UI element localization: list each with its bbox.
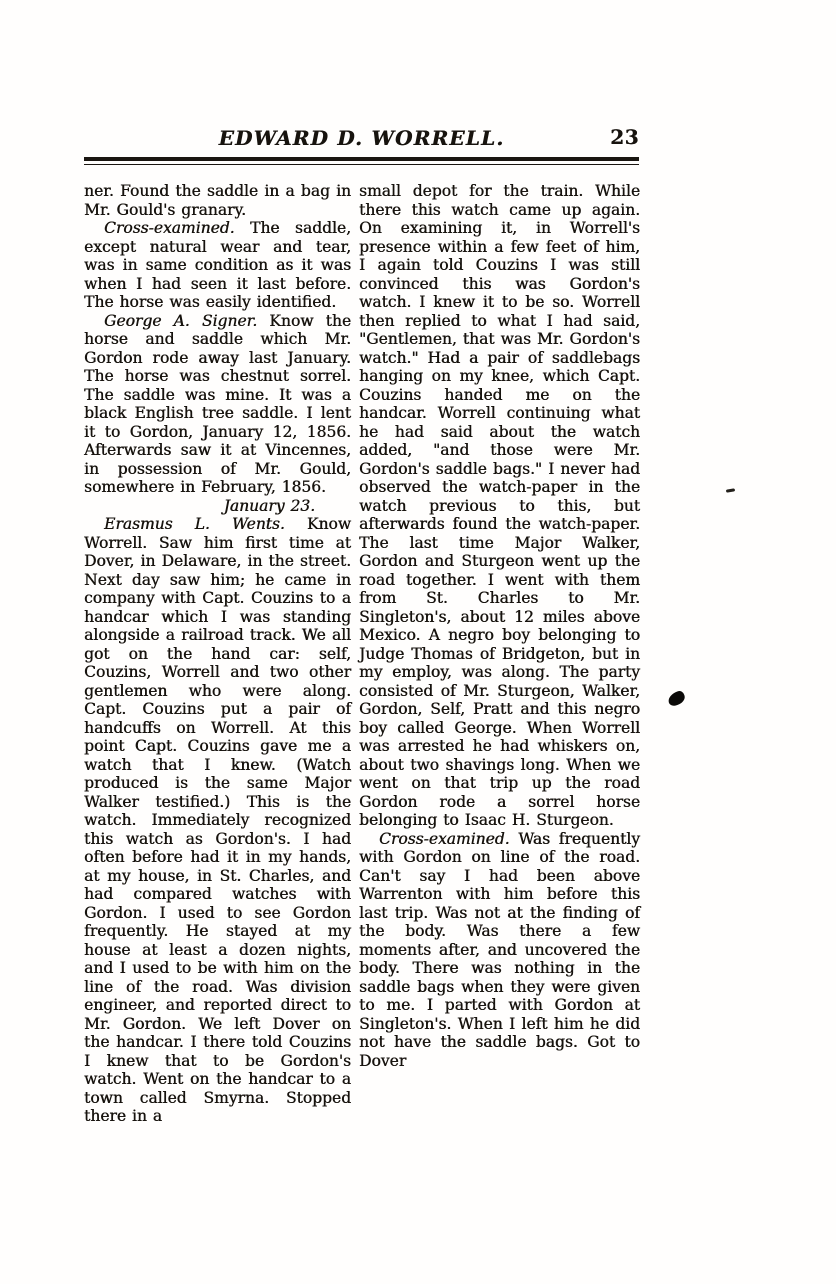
text-column-left <box>84 182 351 1126</box>
paragraph: Cross-examined. Was frequently with Gordon on line of the road. Can't say I had been above Warrenton with him before this last trip. Was not at the finding of the body. Was there a few moments after, and uncovered the body. There was nothing in the saddle bags when they were given to me. I parted with Gordon at Singleton's. When I left him he did not have the saddle bags. Got to Dover <box>359 829 640 1070</box>
ink-blot-artifact <box>666 690 686 708</box>
paragraph: George A. Signer. Know the horse and saddle which Mr. Gordon rode away last January. The horse was chestnut sorrel. The saddle was mine. It was a black English tree saddle. I lent it to Gordon, January 12, 1856. Afterwards saw it at Vincennes, in possession of Mr. Gould, somewhere in February, 1856. <box>84 311 351 496</box>
paragraph: Erasmus L. Wents. Know Worrell. Saw him first time at Dover, in Delaware, in the street. Next day saw him; he came in company with Capt. Couzins to a handcar which I was standing alongside a railroad track. We all got on the hand car: self, Couzins, Worrell and two other gentlemen who were along. Capt. Couzins put a pair of handcuffs on Worrell. At this point Capt. Couzins gave me a watch that I knew. (Watch produced is the same Major Walker testified.) This is the watch. Immediately recognized this watch as Gordon's. I had often before had it in my hands, at my house, in St. Charles, and had compared watches with Gordon. I used to see Gordon frequently. He stayed at my house at least a dozen nights, and I used to be with him on the line of the road. Was division engineer, and reported direct to Mr. Gordon. We left Dover on the handcar. I there told Couzins I knew that to be Gordon's watch. Went on the handcar to a town called Smyrna. Stopped there in a <box>84 515 351 1125</box>
paragraph: Cross-examined. The saddle, except natural wear and tear, was in same condition as it was when I had seen it last before. The horse was easily identified. <box>84 219 351 311</box>
ink-dash-artifact <box>726 488 735 493</box>
witness-name: Cross-examined. <box>379 829 510 848</box>
witness-name: Cross-examined. <box>104 219 235 237</box>
date-line: January 23. <box>223 496 315 515</box>
page-title: EDWARD D. WORRELL. <box>218 126 505 150</box>
paragraph: small depot for the train. While there this watch came up again. On examining it, in Worrell's presence within a few feet of him, I again told Couzins I was still convinced this was Gordon's watch. I knew it to be so. Worrell then replied to what I had said, "Gentlemen, that was Mr. Gordon's watch." Had a pair of saddlebags hanging on my knee, which Capt. Couzins handed me on the handcar. Worrell continuing what he had said about the watch added, "and those were Mr. Gordon's saddle bags." I never had observed the watch-paper in the watch previous to this, but afterwards found the watch-paper. The last time Major Walker, Gordon and Sturgeon went up the road together. I went with them from St. Charles to Mr. Singleton's, about 12 miles above Mexico. A negro boy belonging to Judge Thomas of Bridgeton, but in my employ, was along. The party consisted of Mr. Sturgeon, Walker, Gordon, Self, Pratt and this negro boy called George. When Worrell was arrested he had whiskers on, about two shavings long. When we went on that trip up the road Gordon rode a sorrel horse belonging to Isaac H. Sturgeon. <box>359 182 640 829</box>
page-number: 23 <box>610 125 639 149</box>
header-rule-thin <box>84 164 639 165</box>
paragraph: ner. Found the saddle in a bag in Mr. Gould's granary. <box>84 182 351 219</box>
witness-name: Erasmus L. Wents. <box>104 515 285 533</box>
header-rule-thick <box>84 157 639 161</box>
witness-name: George A. Signer. <box>104 311 258 330</box>
running-header <box>84 126 639 154</box>
text-column-right <box>359 182 640 1070</box>
